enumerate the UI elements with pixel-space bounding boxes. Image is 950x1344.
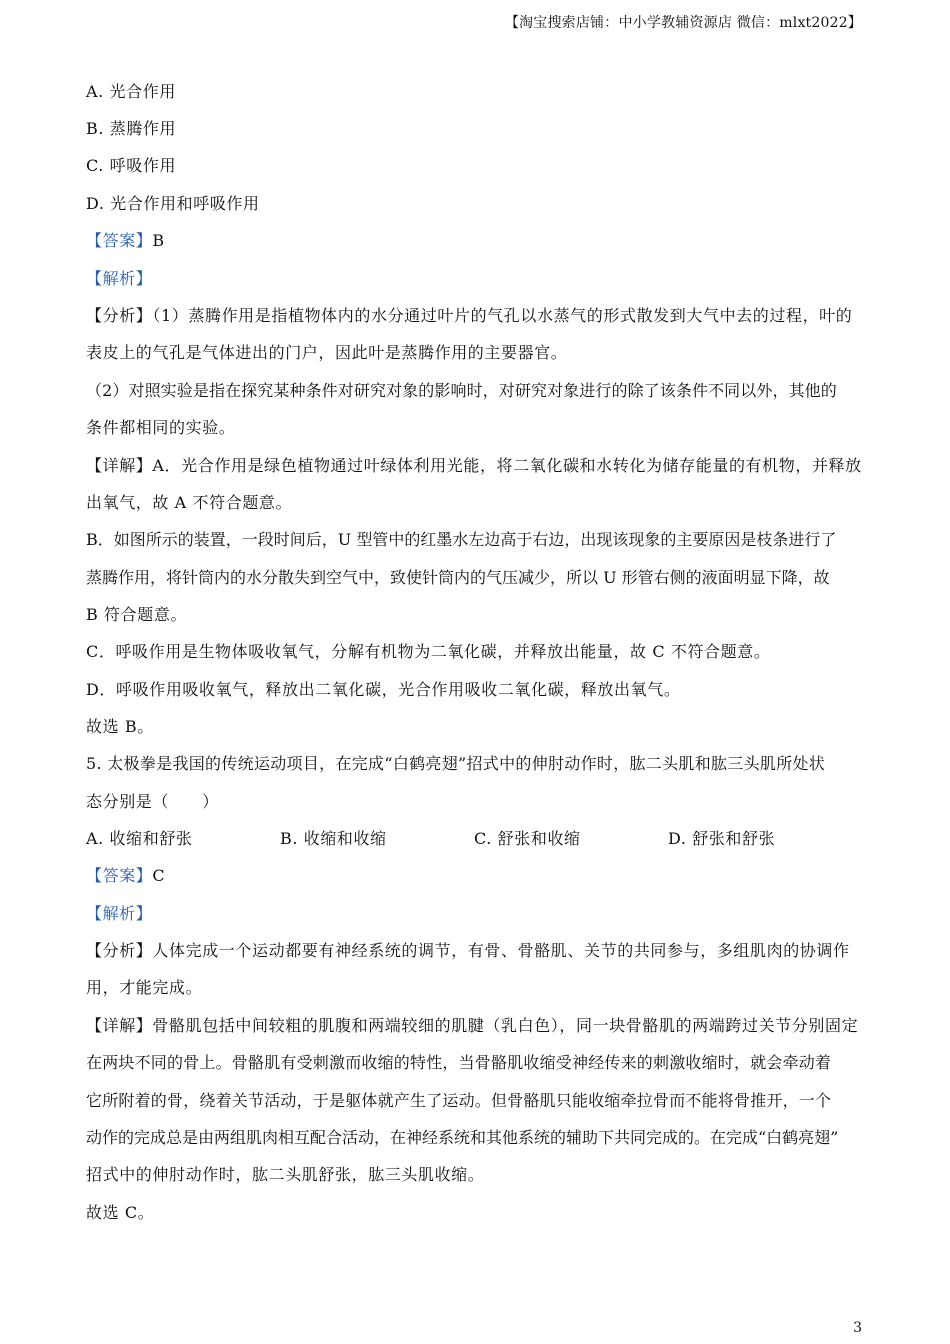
- q4-analysis-heading: [86, 269, 866, 289]
- answer-tag: 【答案】: [86, 231, 153, 250]
- q4-fenxi-line-3: （2）对照实验是指在探究某种条件对研究对象的影响时，对研究对象进行的除了该条件不同以外，其他的: [86, 381, 837, 400]
- xiangjie-tag: 【详解】: [86, 456, 153, 475]
- q4-option-a: A. 光合作用: [86, 82, 176, 101]
- xiangjie-tag: 【详解】: [86, 1016, 153, 1035]
- q5-analysis-heading: [86, 904, 866, 924]
- q4-xiangjie-line-3: B．如图所示的装置，一段时间后，U 型管中的红墨水左边高于右边，出现该现象的主要原因是枝条进行了: [86, 530, 837, 549]
- q5-option-c: C. 舒张和收缩: [474, 829, 581, 848]
- q4-option-d: D. 光合作用和呼吸作用: [86, 194, 260, 213]
- analysis-tag: 【解析】: [86, 904, 153, 923]
- q4-option-c: C. 呼吸作用: [86, 156, 177, 175]
- q5-xiangjie-line-3: 它所附着的骨，绕着关节活动，于是躯体就产生了运动。但骨骼肌只能收缩牵拉骨而不能将骨推开，一个: [86, 1091, 832, 1110]
- q4-option-b: B. 蒸腾作用: [86, 119, 177, 138]
- q5-option-a: A. 收缩和舒张: [86, 829, 193, 848]
- q5-xiangjie-line-5: 招式中的伸肘动作时，肱二头肌舒张，肱三头肌收缩。: [86, 1165, 485, 1184]
- q5-option-b: B. 收缩和收缩: [280, 829, 387, 848]
- xiangjie-text: A．光合作用是绿色植物通过叶绿体利用光能，将二氧化碳和水转化为储存能量的有机物，并释放: [152, 456, 862, 475]
- fenxi-tag: 【分析】: [86, 306, 153, 325]
- q5-stem-line-1: 5. 太极拳是我国的传统运动项目，在完成“白鹤亮翅”招式中的伸肘动作时，肱二头肌和肱三头肌所处状: [86, 754, 826, 773]
- q4-xiangjie-line-7: D．呼吸作用吸收氧气，释放出二氧化碳，光合作用吸收二氧化碳，释放出氧气。: [86, 680, 681, 699]
- page-number: 3: [853, 1320, 862, 1336]
- q5-stem-line-2: 态分别是（ ）: [86, 792, 219, 811]
- q4-xiangjie-line-2: 出氧气，故 A 不符合题意。: [86, 493, 293, 512]
- answer-value: B: [152, 231, 165, 250]
- q5-conclusion: 故选 C。: [86, 1203, 155, 1222]
- fenxi-text: （1）蒸腾作用是指植物体内的水分通过叶片的气孔以水蒸气的形式散发到大气中去的过程，叶的: [152, 306, 853, 325]
- q4-fenxi-line-4: 条件都相同的实验。: [86, 418, 236, 437]
- answer-value: C: [152, 866, 166, 885]
- q5-fenxi-line-2: 用，才能完成。: [86, 978, 203, 997]
- fenxi-tag: 【分析】: [86, 941, 153, 960]
- q4-conclusion: 故选 B。: [86, 717, 154, 736]
- q5-option-d: D. 舒张和舒张: [668, 829, 776, 848]
- q4-xiangjie-line-5: B 符合题意。: [86, 605, 188, 624]
- analysis-tag: 【解析】: [86, 269, 153, 288]
- page-header: 【淘宝搜索店铺：中小学教辅资源店 微信：mlxt2022】: [504, 15, 862, 31]
- q4-xiangjie-line-6: C．呼吸作用是生物体吸收氧气，分解有机物为二氧化碳，并释放出能量，故 C 不符合题意。: [86, 642, 771, 661]
- q5-answer: [86, 866, 866, 886]
- q4-xiangjie-line-4: 蒸腾作用，将针筒内的水分散失到空气中，致使针筒内的气压减少，所以 U 形管右侧的液面明显下降，故: [86, 568, 830, 587]
- q4-xiangjie-line-1: [86, 456, 866, 476]
- q4-fenxi-line-1: [86, 306, 866, 326]
- answer-tag: 【答案】: [86, 866, 153, 885]
- fenxi-text: 人体完成一个运动都要有神经系统的调节，有骨、骨骼肌、关节的共同参与，多组肌肉的协调作: [152, 941, 850, 960]
- q5-xiangjie-line-4: 动作的完成总是由两组肌肉相互配合活动，在神经系统和其他系统的辅助下共同完成的。在完成“白鹤亮翅”: [86, 1128, 839, 1147]
- q4-answer: [86, 231, 866, 251]
- q5-fenxi-line-1: [86, 941, 866, 961]
- q5-xiangjie-line-2: 在两块不同的骨上。骨骼肌有受刺激而收缩的特性，当骨骼肌收缩受神经传来的刺激收缩时，就会牵动着: [86, 1053, 832, 1072]
- q5-xiangjie-line-1: [86, 1016, 866, 1036]
- q4-fenxi-line-2: 表皮上的气孔是气体进出的门户，因此叶是蒸腾作用的主要器官。: [86, 343, 568, 362]
- xiangjie-text: 骨骼肌包括中间较粗的肌腹和两端较细的肌腱（乳白色），同一块骨骼肌的两端跨过关节分别固定: [152, 1016, 859, 1035]
